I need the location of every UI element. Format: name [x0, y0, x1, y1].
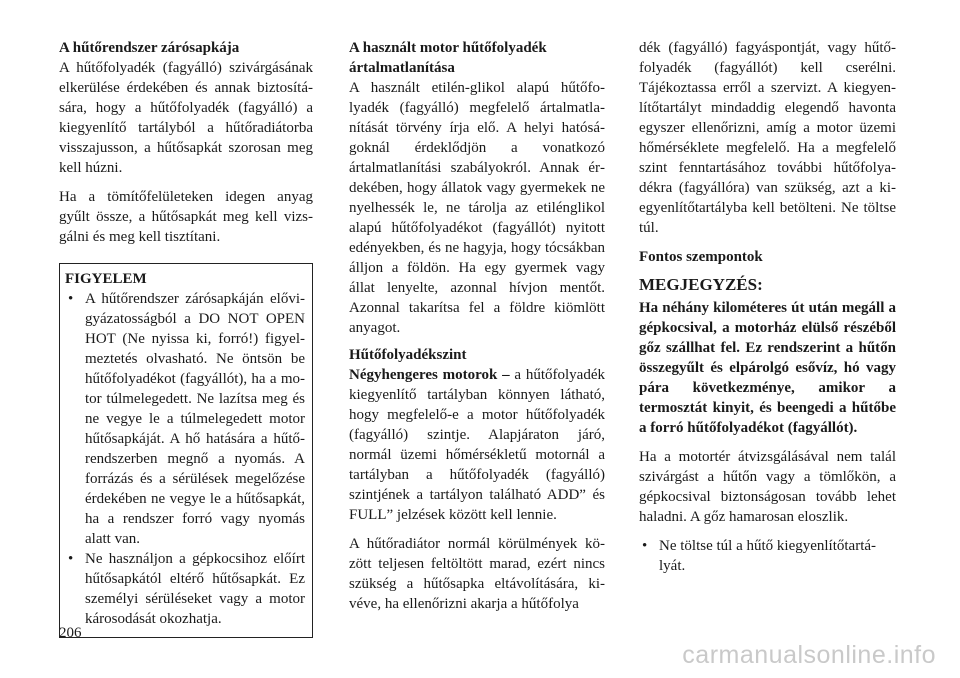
section-heading-coolant-disposal: A használt motor hűtőfolyadék ártalmatlanítása [349, 40, 547, 76]
section-heading-radiator-cap: A hűtőrendszer zárósapkája [59, 40, 240, 56]
watermark: carmanualsonline.info [682, 641, 936, 669]
coolant-disposal-paragraph: A használt etilén-glikol alapú hűtőfolyadék (fagyálló) megfelelő ártalmatlanítását törvény írja elő. A helyi hatóságoknál érdeklődjön a vonatkozó ártalmatlanítási szabályokról. Annak érdekében, hogy állatok vagy gyermekek ne nyelhessék le, ne tárolja az etilénglikol alapú hűtőfolyadékot (fagyállót) nyitott edényekben, és ne hagyja, hogy tócsákban álljon a földön. Ha egy gyermek vagy állat lenyelte, azonnal hívjon mentőt. Azonnal takarítsa fel a földre kiömlött anyagot. [349, 80, 605, 336]
coolant-level-text: a hűtőfolyadék kiegyenlítő tartályban könnyen látható, hogy megfelelő-e a motor hűtőfolyadék (fagyálló) szintje. Alapjáraton járó, normál üzemi hőmérsékletű motornál a tartályban a hűtőfolyadék (fagyálló) szintjének a tartályon található ADD” és FULL” jelzések között kell lennie. [349, 367, 605, 523]
column-right [639, 38, 896, 576]
column-middle [349, 38, 605, 614]
warning-title: FIGYELEM [65, 271, 147, 287]
section-heading-important-points: Fontos szempontok [639, 249, 763, 265]
sealing-surface-paragraph: Ha a tömítőfelületeken idegen anyag gyűlt össze, a hűtősapkát meg kell vizsgálni és meg kell tisztítani. [59, 189, 313, 245]
warning-box [59, 263, 313, 638]
warning-item: • A hűtőrendszer zárósapkáján elővigyázatosságból a DO NOT OPEN HOT (Ne nyissa ki, forró!) figyelmeztetés olvasható. Ne öntsön be hűtőfolyadékot (fagyállót), ha a motor túlmelegedett. Ne lazítsa meg és ne vegye le a túlmelegedett motor hűtősapkáját. A hő hatására a hűtőrendszerben megnő a nyomás. A forrázás és a sérülések megelőzése érdekében ne vegye le a hűtősapkát, ha a rendszer forró vagy nyomás alatt van. [65, 289, 305, 549]
coolant-check-paragraph: dék (fagyálló) fagyáspontját, vagy hűtőfolyadék (fagyállót) kell cserélni. Tájékoztassa erről a szervizt. A kiegyenlítőtartályt mindaddig elegendő havonta egyszer ellenőrizni, amíg a motor üzemi hőmérséklete megfelelő. Ha a megfelelő szint fenntartásához további hűtőfolyadékra (fagyállóra) van szükség, azt a kiegyenlítőtartályba kell betölteni. Ne töltse túl. [639, 40, 896, 236]
page-number: 206 [59, 625, 82, 641]
tip-item: • Ne töltse túl a hűtő kiegyenlítőtartályát. [639, 536, 896, 576]
radiator-cap-paragraph: A hűtőfolyadék (fagyálló) szivárgásának elkerülése érdekében és annak biztosítására, hogy a hűtőfolyadék (fagyálló) a kiegyenlítő tartályból a hűtőradiátorba visszajusson, a hűtősapkát szorosan meg kell húzni. [59, 60, 313, 176]
steam-paragraph: Ha a motortér átvizsgálásával nem talál szivárgást a hűtőn vagy a tömlőkön, a gépkocsival biztonságosan tovább lehet haladni. A gőz hamarosan eloszlik. [639, 449, 896, 525]
warning-list [65, 289, 305, 629]
note-body: Ha néhány kilométeres út után megáll a gépkocsival, a motorház elülső részéből gőz szállhat fel. Ez rendszerint a hűtőn összegyűlt és elpárolgó esővíz, hó vagy pára következménye, amikor a termosztát kinyit, és beengedi a hűtőbe a forró hűtőfolyadékot (fagyállót). [639, 300, 896, 436]
radiator-full-paragraph: A hűtőradiátor normál körülmények között teljesen feltöltött marad, ezért nincs szükség a hűtősapka eltávolítására, kivéve, ha ellenőrizni akarja a hűtőfolya [349, 536, 605, 612]
tips-list [639, 536, 896, 576]
section-heading-coolant-level: Hűtőfolyadékszint [349, 347, 467, 363]
column-left [59, 38, 313, 638]
coolant-level-paragraph [349, 365, 605, 525]
note-title: MEGJEGYZÉS: [639, 275, 763, 294]
warning-item: • Ne használjon a gépkocsihoz előírt hűtősapkától eltérő hűtősapkát. Ez személyi sérüléseket vagy a motor károsodását okozhatja. [65, 549, 305, 629]
four-cylinder-lead: Négyhengeres motorok – [349, 367, 510, 383]
